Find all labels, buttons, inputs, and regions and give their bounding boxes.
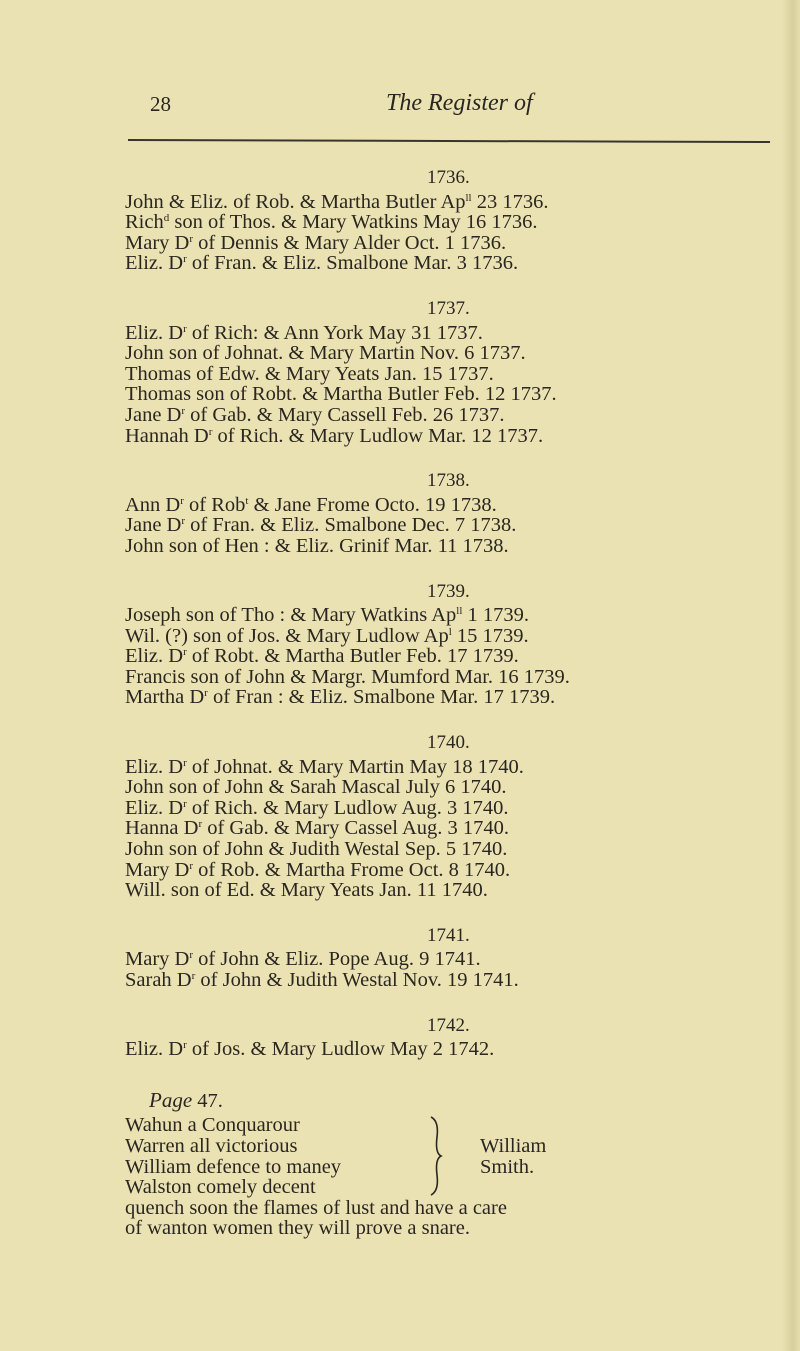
register-entry — [125, 818, 775, 839]
entry-text: Hannah D — [125, 424, 209, 447]
year-section — [125, 1016, 775, 1060]
entry-text: 15 1739. — [451, 624, 529, 647]
register-entry — [125, 343, 775, 364]
entry-text: Will. son of Ed. & Mary Yeats Jan. 11 1740. — [125, 879, 488, 902]
superscript-abbrev: d — [163, 212, 170, 225]
entry-text: of Gab. & Mary Cassel Aug. 3 1740. — [202, 817, 510, 840]
superscript-abbrev: ll — [456, 605, 463, 618]
entry-text: John son of John & Sarah Mascal July 6 1740. — [125, 776, 507, 799]
verse-line: Warren all victorious — [125, 1134, 298, 1157]
register-entry — [125, 426, 775, 447]
page-number: 28 — [150, 92, 171, 116]
superscript-abbrev: r — [181, 404, 186, 417]
entry-text: Rich — [125, 211, 164, 234]
register-entry — [125, 253, 775, 274]
register-entry — [125, 687, 775, 708]
register-entry — [125, 860, 775, 881]
entry-text: John son of John & Judith Westal Sep. 5 1740. — [125, 838, 508, 861]
year-section — [125, 733, 775, 901]
attribution-line: Smith. — [480, 1155, 535, 1178]
superscript-abbrev: r — [183, 322, 187, 335]
note-heading — [125, 1087, 775, 1112]
closing-line: quench soon the flames of lust and have a care — [125, 1196, 507, 1219]
year-section — [125, 926, 775, 991]
entry-text: Jane D — [125, 514, 182, 537]
year-section — [125, 582, 775, 709]
entry-text: Sarah D — [125, 969, 192, 991]
verse-line: Walston comely decent — [125, 1176, 316, 1199]
entry-text: Francis son of John & Margr. Mumford Mar. 16 1739. — [125, 665, 570, 688]
entry-text: Ann D — [125, 493, 181, 516]
closing-line: of wanton women they will prove a snare. — [125, 1217, 470, 1240]
register-entry — [125, 626, 775, 647]
year-heading: 1740. — [427, 732, 470, 754]
entry-text: of Gab. & Mary Cassell Feb. 26 1737. — [185, 403, 505, 426]
superscript-abbrev: r — [183, 756, 187, 769]
register-entry — [125, 757, 775, 778]
entry-text: of Rich. & Mary Ludlow Mar. 12 1737. — [212, 424, 544, 447]
register-entry — [125, 667, 775, 688]
superscript-abbrev: r — [183, 1039, 187, 1052]
header-rule — [128, 139, 770, 143]
register-entry — [125, 515, 775, 536]
entry-text: of Johnat. & Mary Martin May 18 1740. — [186, 755, 524, 778]
entry-text: of John & Judith Westal Nov. 19 1741. — [195, 969, 519, 991]
attribution-line: William — [480, 1135, 547, 1158]
register-entry — [125, 495, 775, 516]
entry-text: Eliz. D — [125, 1038, 184, 1061]
register-entry — [125, 405, 775, 426]
entry-text: Martha D — [125, 686, 205, 709]
year-section — [125, 299, 775, 446]
verse-line: William defence to maney — [125, 1155, 342, 1178]
register-body — [125, 168, 775, 1239]
entry-text: of Rob — [183, 493, 246, 516]
entry-text: Wil. (?) son of Jos. & Mary Ludlow Ap — [125, 624, 449, 647]
register-entry — [125, 970, 775, 991]
register-entry — [125, 777, 775, 798]
entry-text: Eliz. D — [125, 252, 184, 275]
superscript-abbrev: r — [198, 818, 203, 831]
register-entry — [125, 798, 775, 819]
entry-text: Mary D — [125, 858, 190, 881]
entry-text: of Fran. & Eliz. Smalbone Mar. 3 1736. — [186, 252, 519, 275]
register-sections — [125, 168, 775, 1060]
entry-text: of Jos. & Mary Ludlow May 2 1742. — [186, 1038, 495, 1061]
year-section — [125, 471, 775, 556]
register-entry — [125, 364, 775, 385]
superscript-abbrev: r — [180, 494, 184, 507]
register-entry — [125, 1039, 775, 1060]
entry-text: of Dennis & Mary Alder Oct. 1 1736. — [193, 231, 507, 254]
superscript-abbrev: t — [245, 494, 249, 507]
entry-text: son of Thos. & Mary Watkins May 16 1736. — [169, 211, 538, 234]
year-heading: 1741. — [427, 924, 470, 946]
register-entry — [125, 212, 775, 233]
register-entry — [125, 192, 775, 213]
verse-line: Wahun a Conquarour — [125, 1114, 300, 1137]
entry-text: of Fran : & Eliz. Smalbone Mar. 17 1739. — [207, 686, 556, 709]
superscript-abbrev: r — [183, 646, 187, 659]
superscript-abbrev: r — [189, 949, 194, 962]
entry-text: of Robt. & Martha Butler Feb. 17 1739. — [186, 645, 519, 668]
register-entry — [125, 646, 775, 667]
superscript-abbrev: l — [448, 625, 452, 638]
page-edge-shadow — [782, 0, 800, 1351]
entry-text: Mary D — [125, 231, 190, 254]
entry-text: of Rich. & Mary Ludlow Aug. 3 1740. — [186, 796, 509, 819]
entry-text: Joseph son of Tho : & Mary Watkins Ap — [125, 604, 457, 627]
register-entry — [125, 880, 775, 901]
entry-text: & Jane Frome Octo. 19 1738. — [248, 493, 497, 516]
superscript-abbrev: r — [204, 687, 208, 700]
note-page-label: Page — [149, 1087, 193, 1112]
superscript-abbrev: r — [181, 515, 186, 528]
entry-text: of Rob. & Martha Frome Oct. 8 1740. — [193, 858, 511, 881]
year-section — [125, 168, 775, 274]
register-entry — [125, 605, 775, 626]
superscript-abbrev: r — [208, 425, 213, 438]
register-entry — [125, 384, 775, 405]
entry-text: Eliz. D — [125, 796, 184, 819]
year-heading: 1738. — [427, 470, 470, 492]
curly-brace-icon — [427, 1115, 447, 1197]
entry-text: John & Eliz. of Rob. & Martha Butler Ap — [125, 190, 466, 213]
register-entry — [125, 536, 775, 557]
entry-text: 1 1739. — [462, 604, 530, 627]
superscript-abbrev: ll — [465, 191, 472, 204]
year-heading: 1736. — [427, 167, 470, 188]
entry-text: Mary D — [125, 948, 190, 971]
running-title: The Register of — [386, 90, 533, 116]
verse-block — [125, 1115, 775, 1197]
entry-text: Thomas son of Robt. & Martha Butler Feb. 12 1737. — [125, 383, 557, 406]
register-entry — [125, 233, 775, 254]
year-heading: 1742. — [427, 1014, 470, 1036]
entry-text: of Fran. & Eliz. Smalbone Dec. 7 1738. — [185, 514, 517, 537]
entry-text: Thomas of Edw. & Mary Yeats Jan. 15 1737. — [125, 362, 494, 385]
superscript-abbrev: r — [189, 859, 194, 872]
entry-text: Eliz. D — [125, 755, 184, 778]
note-page-number: 47. — [197, 1089, 223, 1112]
year-heading: 1739. — [427, 580, 470, 602]
entry-text: John son of Hen : & Eliz. Grinif Mar. 11 1738. — [125, 534, 509, 557]
register-entry — [125, 323, 775, 344]
entry-text: of John & Eliz. Pope Aug. 9 1741. — [193, 948, 481, 971]
superscript-abbrev: r — [183, 253, 187, 266]
superscript-abbrev: r — [189, 232, 194, 245]
year-heading: 1737. — [427, 297, 470, 319]
entry-text: of Rich: & Ann York May 31 1737. — [186, 321, 483, 344]
entry-text: Eliz. D — [125, 645, 184, 668]
verse-attribution — [480, 1136, 546, 1177]
superscript-abbrev: r — [191, 970, 196, 982]
entry-text: 23 1736. — [471, 190, 549, 213]
superscript-abbrev: r — [183, 797, 187, 810]
register-entry — [125, 949, 775, 970]
entry-text: Eliz. D — [125, 321, 184, 344]
entry-text: Hanna D — [125, 817, 199, 840]
register-entry — [125, 839, 775, 860]
entry-text: Jane D — [125, 403, 182, 426]
entry-text: John son of Johnat. & Mary Martin Nov. 6 1737. — [125, 342, 526, 365]
